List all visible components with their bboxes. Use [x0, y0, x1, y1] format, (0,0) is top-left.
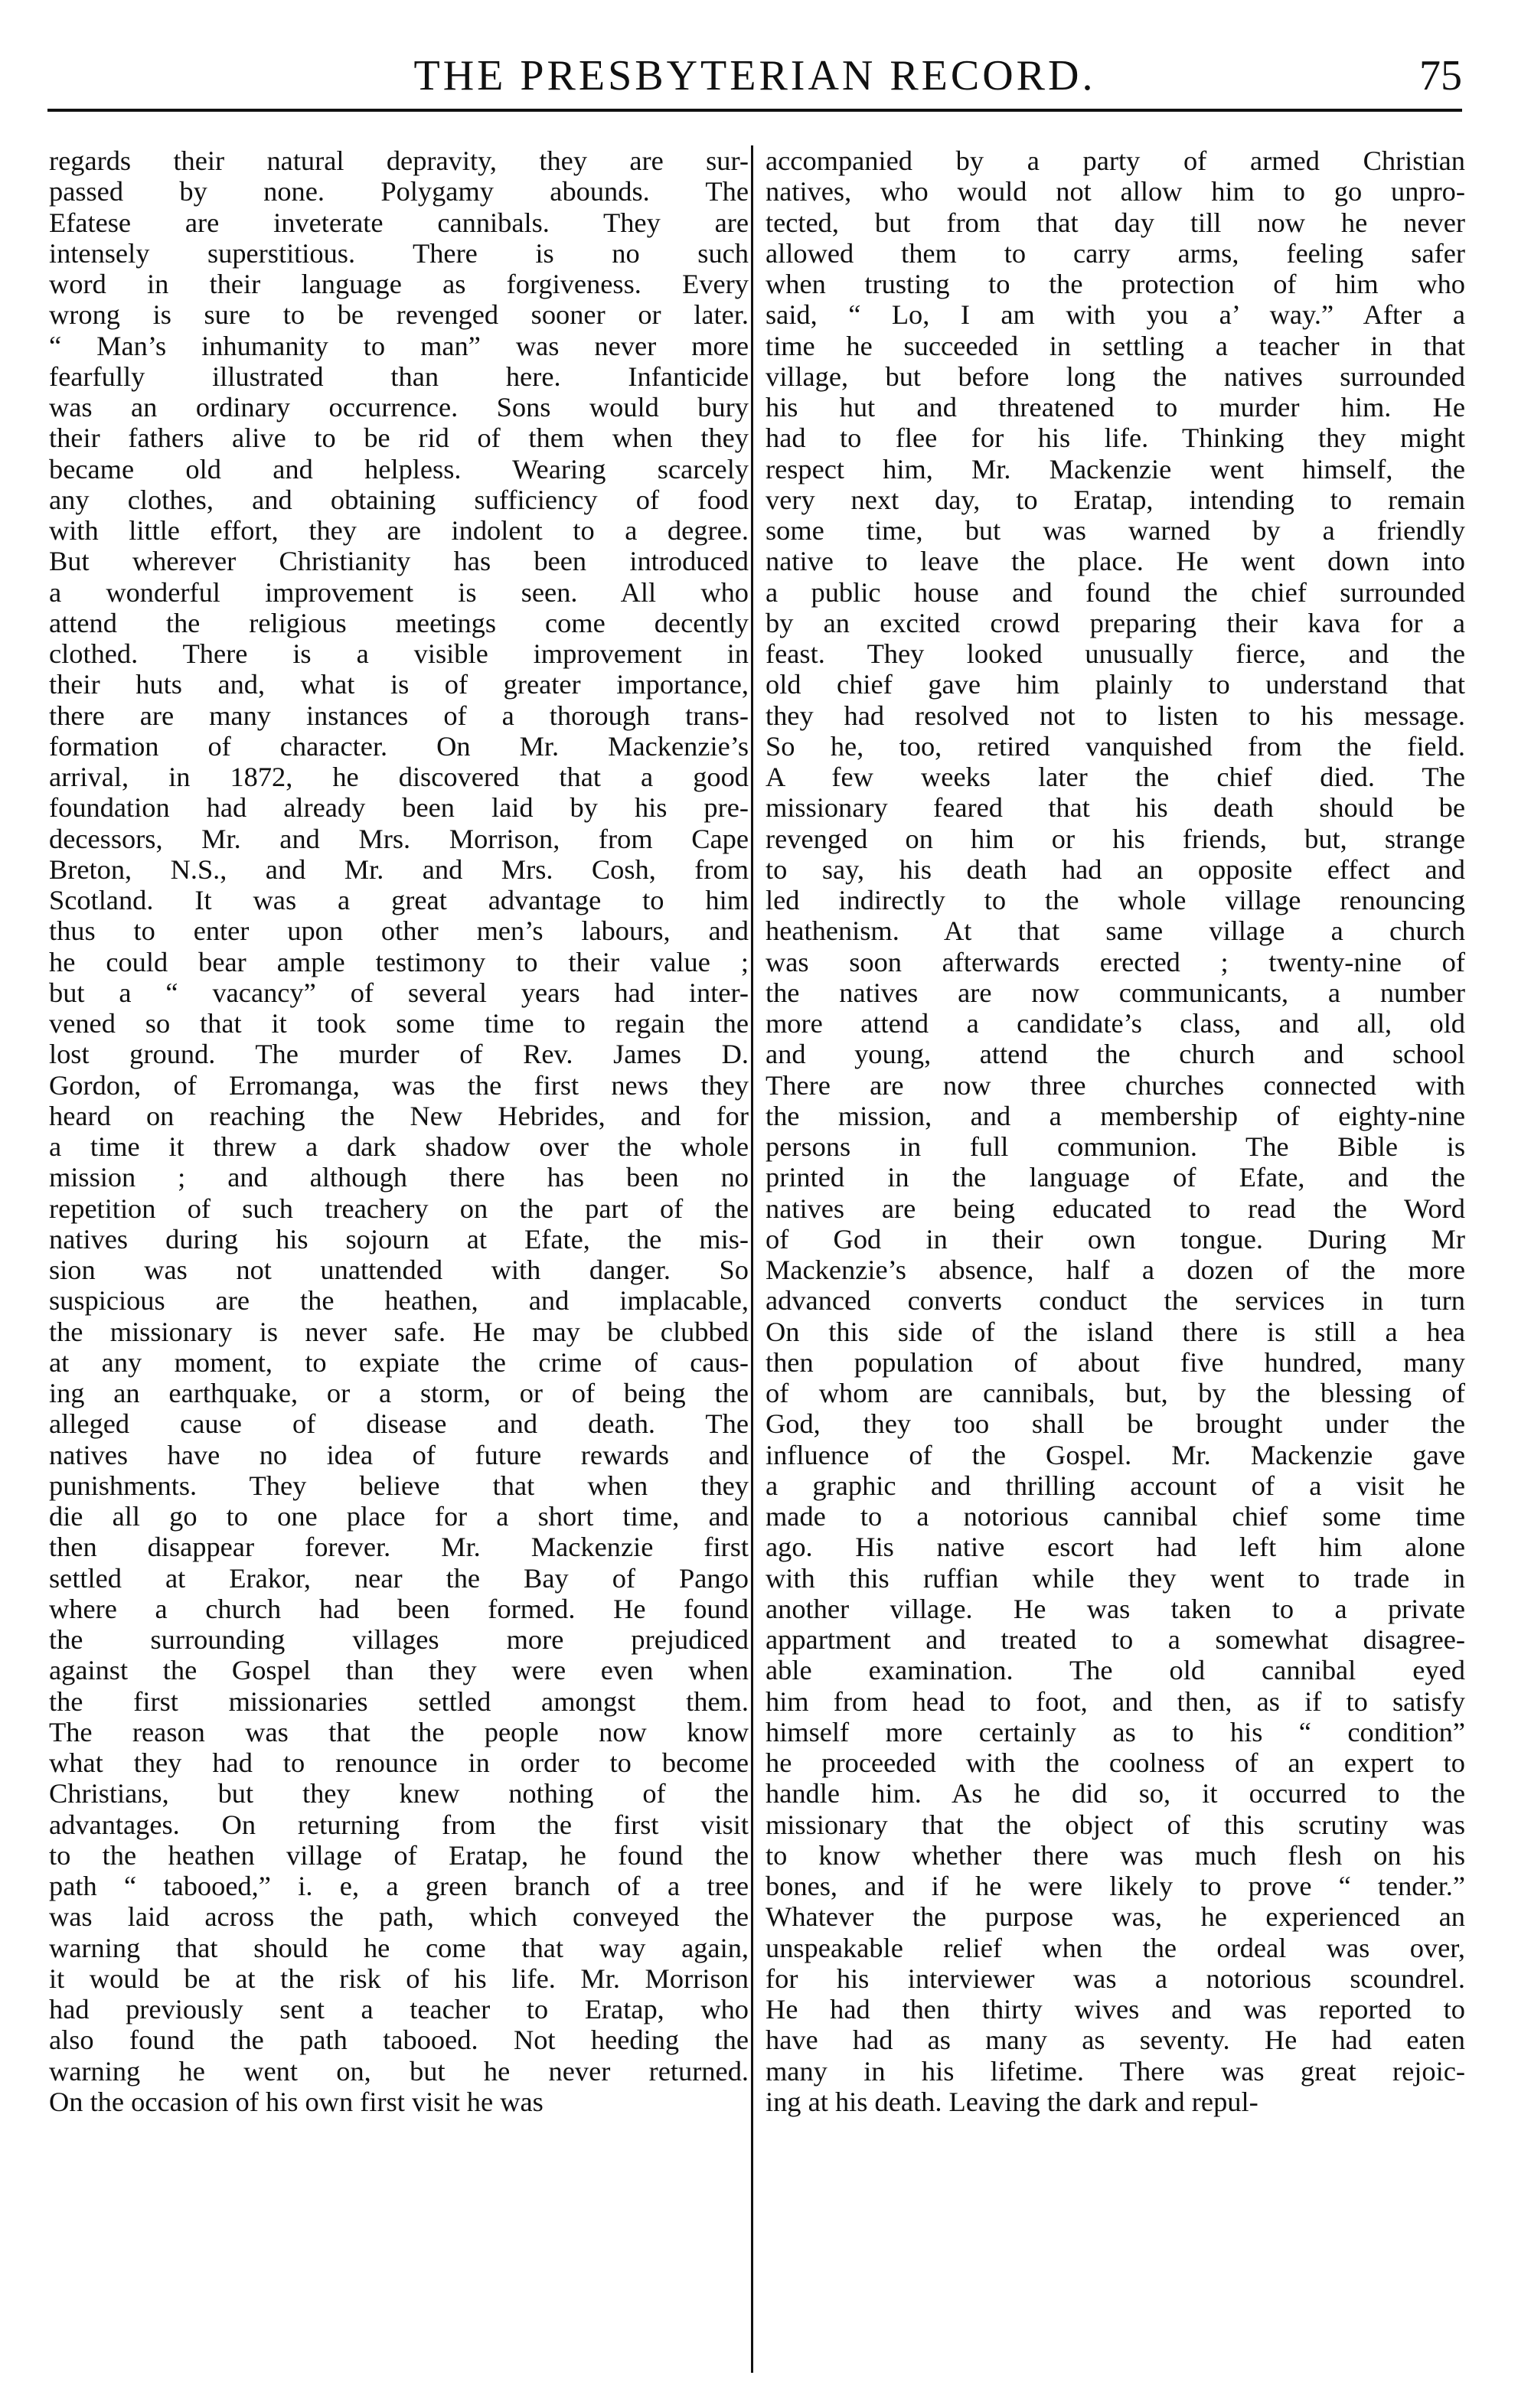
text-line: ing at his death. Leaving the dark and repul-: [766, 2086, 1258, 2117]
text-line: regards their natural depravity, they are sur-: [49, 145, 749, 176]
text-line: intensely superstitious. There is no such: [49, 237, 749, 269]
text-line: natives have no idea of future rewards and: [49, 1439, 749, 1470]
text-line: where a church had been formed. He found: [49, 1593, 749, 1624]
text-line: it would be at the risk of his life. Mr. Morrison: [49, 1963, 749, 1994]
page-number: 75: [1419, 52, 1462, 100]
text-line: There are now three churches connected with: [766, 1069, 1465, 1101]
text-line: path “ tabooed,” i. e, a green branch of a tree: [49, 1871, 749, 1901]
text-line: alleged cause of disease and death. The: [49, 1408, 749, 1440]
text-line: many in his lifetime. There was great rejoic-: [766, 2055, 1465, 2087]
text-line: arrival, in 1872, he discovered that a good: [49, 762, 749, 792]
text-line: to know whether there was much flesh on his: [766, 1839, 1465, 1871]
text-line: the natives are now communicants, a number: [766, 977, 1465, 1008]
text-line: passed by none. Polygamy abounds. The: [49, 176, 749, 207]
text-line: was an ordinary occurrence. Sons would bury: [49, 392, 749, 423]
text-line: became old and helpless. Wearing scarcely: [49, 453, 749, 485]
text-line: village, but before long the natives surrounded: [766, 361, 1465, 392]
text-line: more attend a candidate’s class, and all, old: [766, 1008, 1465, 1039]
text-line: with this ruffian while they went to trade in: [766, 1562, 1465, 1594]
text-line: then disappear forever. Mr. Mackenzie first: [49, 1532, 749, 1563]
text-line: God, they too shall be brought under the: [766, 1408, 1465, 1440]
text-line: by an excited crowd preparing their kava for a: [766, 607, 1465, 638]
text-line: a graphic and thrilling account of a visit he: [766, 1470, 1465, 1501]
text-line: natives, who would not allow him to go unpro-: [766, 176, 1465, 207]
text-line: Scotland. It was a great advantage to him: [49, 885, 749, 915]
text-line: Gordon, of Erromanga, was the first news they: [49, 1069, 749, 1101]
header-rule: [47, 109, 1462, 112]
text-line: suspicious are the heathen, and implacable,: [49, 1285, 749, 1317]
text-line: was soon afterwards erected ; twenty-nine of: [766, 946, 1465, 977]
text-line: of whom are cannibals, but, by the blessing of: [766, 1378, 1465, 1408]
text-line: a time it threw a dark shadow over the whole: [49, 1131, 749, 1162]
text-line: “ Man’s inhumanity to man” was never more: [49, 330, 749, 361]
text-line: warning that should he come that way again,: [49, 1932, 749, 1963]
text-line: able examination. The old cannibal eyed: [766, 1655, 1465, 1686]
text-line: On the occasion of his own first visit he was: [49, 2086, 544, 2117]
text-line: very next day, to Eratap, intending to remain: [766, 484, 1465, 515]
journal-title: THE PRESBYTERIAN RECORD.: [413, 52, 1096, 100]
text-line: a public house and found the chief surrounded: [766, 576, 1465, 608]
text-line: with little effort, they are indolent to a degree.: [49, 515, 749, 546]
text-line: the mission, and a membership of eighty-nine: [766, 1100, 1465, 1131]
text-line: decessors, Mr. and Mrs. Morrison, from Cape: [49, 823, 749, 854]
text-line: at any moment, to expiate the crime of caus-: [49, 1346, 749, 1378]
text-line: respect him, Mr. Mackenzie went himself, the: [766, 453, 1465, 485]
text-line: what they had to renounce in order to become: [49, 1747, 749, 1778]
text-line: Whatever the purpose was, he experienced an: [766, 1901, 1465, 1933]
text-line: another village. He was taken to a private: [766, 1593, 1465, 1624]
text-line: printed in the language of Efate, and the: [766, 1162, 1465, 1193]
text-line: he proceeded with the coolness of an expert to: [766, 1747, 1465, 1778]
text-line: So he, too, retired vanquished from the field.: [766, 730, 1465, 762]
text-line: repetition of such treachery on the part of the: [49, 1193, 749, 1224]
text-line: unspeakable relief when the ordeal was over,: [766, 1932, 1465, 1963]
text-line: missionary that the object of this scrutiny was: [766, 1809, 1465, 1840]
text-line: fearfully illustrated than here. Infanticide: [49, 361, 749, 392]
right-column: [766, 145, 1465, 2117]
text-line: was laid across the path, which conveyed the: [49, 1901, 749, 1933]
text-line: feast. They looked unusually fierce, and the: [766, 638, 1465, 669]
text-line: when trusting to the protection of him who: [766, 269, 1465, 299]
text-line: also found the path tabooed. Not heeding the: [49, 2025, 749, 2056]
text-line: Mackenzie’s absence, half a dozen of the more: [766, 1255, 1465, 1285]
text-line: bones, and if he were likely to prove “ tender.”: [766, 1871, 1465, 1901]
text-line: their fathers alive to be rid of them when they: [49, 423, 749, 454]
text-line: die all go to one place for a short time, and: [49, 1501, 749, 1532]
text-line: lost ground. The murder of Rev. James D.: [49, 1039, 749, 1070]
text-line: influence of the Gospel. Mr. Mackenzie gave: [766, 1439, 1465, 1470]
text-line: appartment and treated to a somewhat disagree-: [766, 1624, 1465, 1655]
text-line: formation of character. On Mr. Mackenzie’s: [49, 730, 749, 762]
text-line: but a “ vacancy” of several years had inter-: [49, 977, 749, 1008]
text-line: to the heathen village of Eratap, he found the: [49, 1839, 749, 1871]
text-line: ago. His native escort had left him alone: [766, 1532, 1465, 1563]
text-line: their huts and, what is of greater importance,: [49, 669, 749, 700]
text-line: Christians, but they knew nothing of the: [49, 1778, 749, 1809]
text-line: to say, his death had an opposite effect and: [766, 853, 1465, 885]
text-line: advanced converts conduct the services in turn: [766, 1285, 1465, 1317]
text-line: ing an earthquake, or a storm, or of being the: [49, 1378, 749, 1408]
text-line: made to a notorious cannibal chief some time: [766, 1501, 1465, 1532]
text-line: he could bear ample testimony to their value ;: [49, 946, 749, 977]
text-line: A few weeks later the chief died. The: [766, 762, 1465, 792]
text-line: heard on reaching the New Hebrides, and for: [49, 1100, 749, 1131]
text-line: him from head to foot, and then, as if to satisfy: [766, 1685, 1465, 1717]
column-divider: [751, 145, 753, 2373]
text-line: clothed. There is a visible improvement in: [49, 638, 749, 669]
text-line: they had resolved not to listen to his message.: [766, 700, 1465, 731]
text-line: mission ; and although there has been no: [49, 1162, 749, 1193]
text-line: settled at Erakor, near the Bay of Pango: [49, 1562, 749, 1594]
text-line: there are many instances of a thorough trans-: [49, 700, 749, 731]
text-line: word in their language as forgiveness. Every: [49, 269, 749, 299]
text-line: wrong is sure to be revenged sooner or later.: [49, 299, 749, 331]
text-line: Efatese are inveterate cannibals. They are: [49, 207, 749, 238]
text-line: But wherever Christianity has been introduced: [49, 546, 749, 577]
text-line: led indirectly to the whole village renouncing: [766, 885, 1465, 915]
text-line: He had then thirty wives and was reported to: [766, 1994, 1465, 2025]
text-line: the surrounding villages more prejudiced: [49, 1624, 749, 1655]
text-line: then population of about five hundred, many: [766, 1346, 1465, 1378]
text-line: against the Gospel than they were even when: [49, 1655, 749, 1686]
text-line: any clothes, and obtaining sufficiency of food: [49, 484, 749, 515]
text-line: had previously sent a teacher to Eratap, who: [49, 1994, 749, 2025]
text-line: himself more certainly as to his “ condition”: [766, 1716, 1465, 1747]
text-line: said, “ Lo, I am with you a’ way.” After a: [766, 299, 1465, 331]
text-line: natives are being educated to read the Word: [766, 1193, 1465, 1224]
text-line: warning he went on, but he never returned.: [49, 2055, 749, 2087]
text-line: attend the religious meetings come decently: [49, 607, 749, 638]
text-line: had to flee for his life. Thinking they might: [766, 423, 1465, 454]
text-line: revenged on him or his friends, but, strange: [766, 823, 1465, 854]
text-line: advantages. On returning from the first visit: [49, 1809, 749, 1840]
text-line: and young, attend the church and school: [766, 1039, 1465, 1070]
text-line: foundation had already been laid by his pre-: [49, 792, 749, 824]
text-line: a wonderful improvement is seen. All who: [49, 576, 749, 608]
text-line: accompanied by a party of armed Christian: [766, 145, 1465, 176]
text-line: natives during his sojourn at Efate, the mis-: [49, 1223, 749, 1255]
text-line: Breton, N.S., and Mr. and Mrs. Cosh, from: [49, 853, 749, 885]
text-line: thus to enter upon other men’s labours, and: [49, 915, 749, 947]
text-line: persons in full communion. The Bible is: [766, 1131, 1465, 1162]
text-line: old chief gave him plainly to understand that: [766, 669, 1465, 700]
text-line: for his interviewer was a notorious scoundrel.: [766, 1963, 1465, 1994]
running-header: [47, 47, 1462, 104]
left-column: [49, 145, 749, 2117]
text-line: the first missionaries settled amongst them.: [49, 1685, 749, 1717]
text-line: handle him. As he did so, it occurred to the: [766, 1778, 1465, 1809]
text-line: heathenism. At that same village a church: [766, 915, 1465, 947]
text-line: On this side of the island there is still a hea: [766, 1316, 1465, 1347]
text-line: have had as many as seventy. He had eaten: [766, 2025, 1465, 2056]
text-line: some time, but was warned by a friendly: [766, 515, 1465, 546]
text-line: of God in their own tongue. During Mr: [766, 1223, 1465, 1255]
text-line: time he succeeded in settling a teacher in that: [766, 330, 1465, 361]
text-line: vened so that it took some time to regain the: [49, 1008, 749, 1039]
text-line: native to leave the place. He went down into: [766, 546, 1465, 577]
text-line: tected, but from that day till now he never: [766, 207, 1465, 238]
text-line: sion was not unattended with danger. So: [49, 1255, 749, 1285]
text-line: the missionary is never safe. He may be clubbed: [49, 1316, 749, 1347]
text-line: The reason was that the people now know: [49, 1716, 749, 1747]
text-line: punishments. They believe that when they: [49, 1470, 749, 1501]
text-line: allowed them to carry arms, feeling safer: [766, 237, 1465, 269]
text-line: his hut and threatened to murder him. He: [766, 392, 1465, 423]
text-line: missionary feared that his death should be: [766, 792, 1465, 824]
